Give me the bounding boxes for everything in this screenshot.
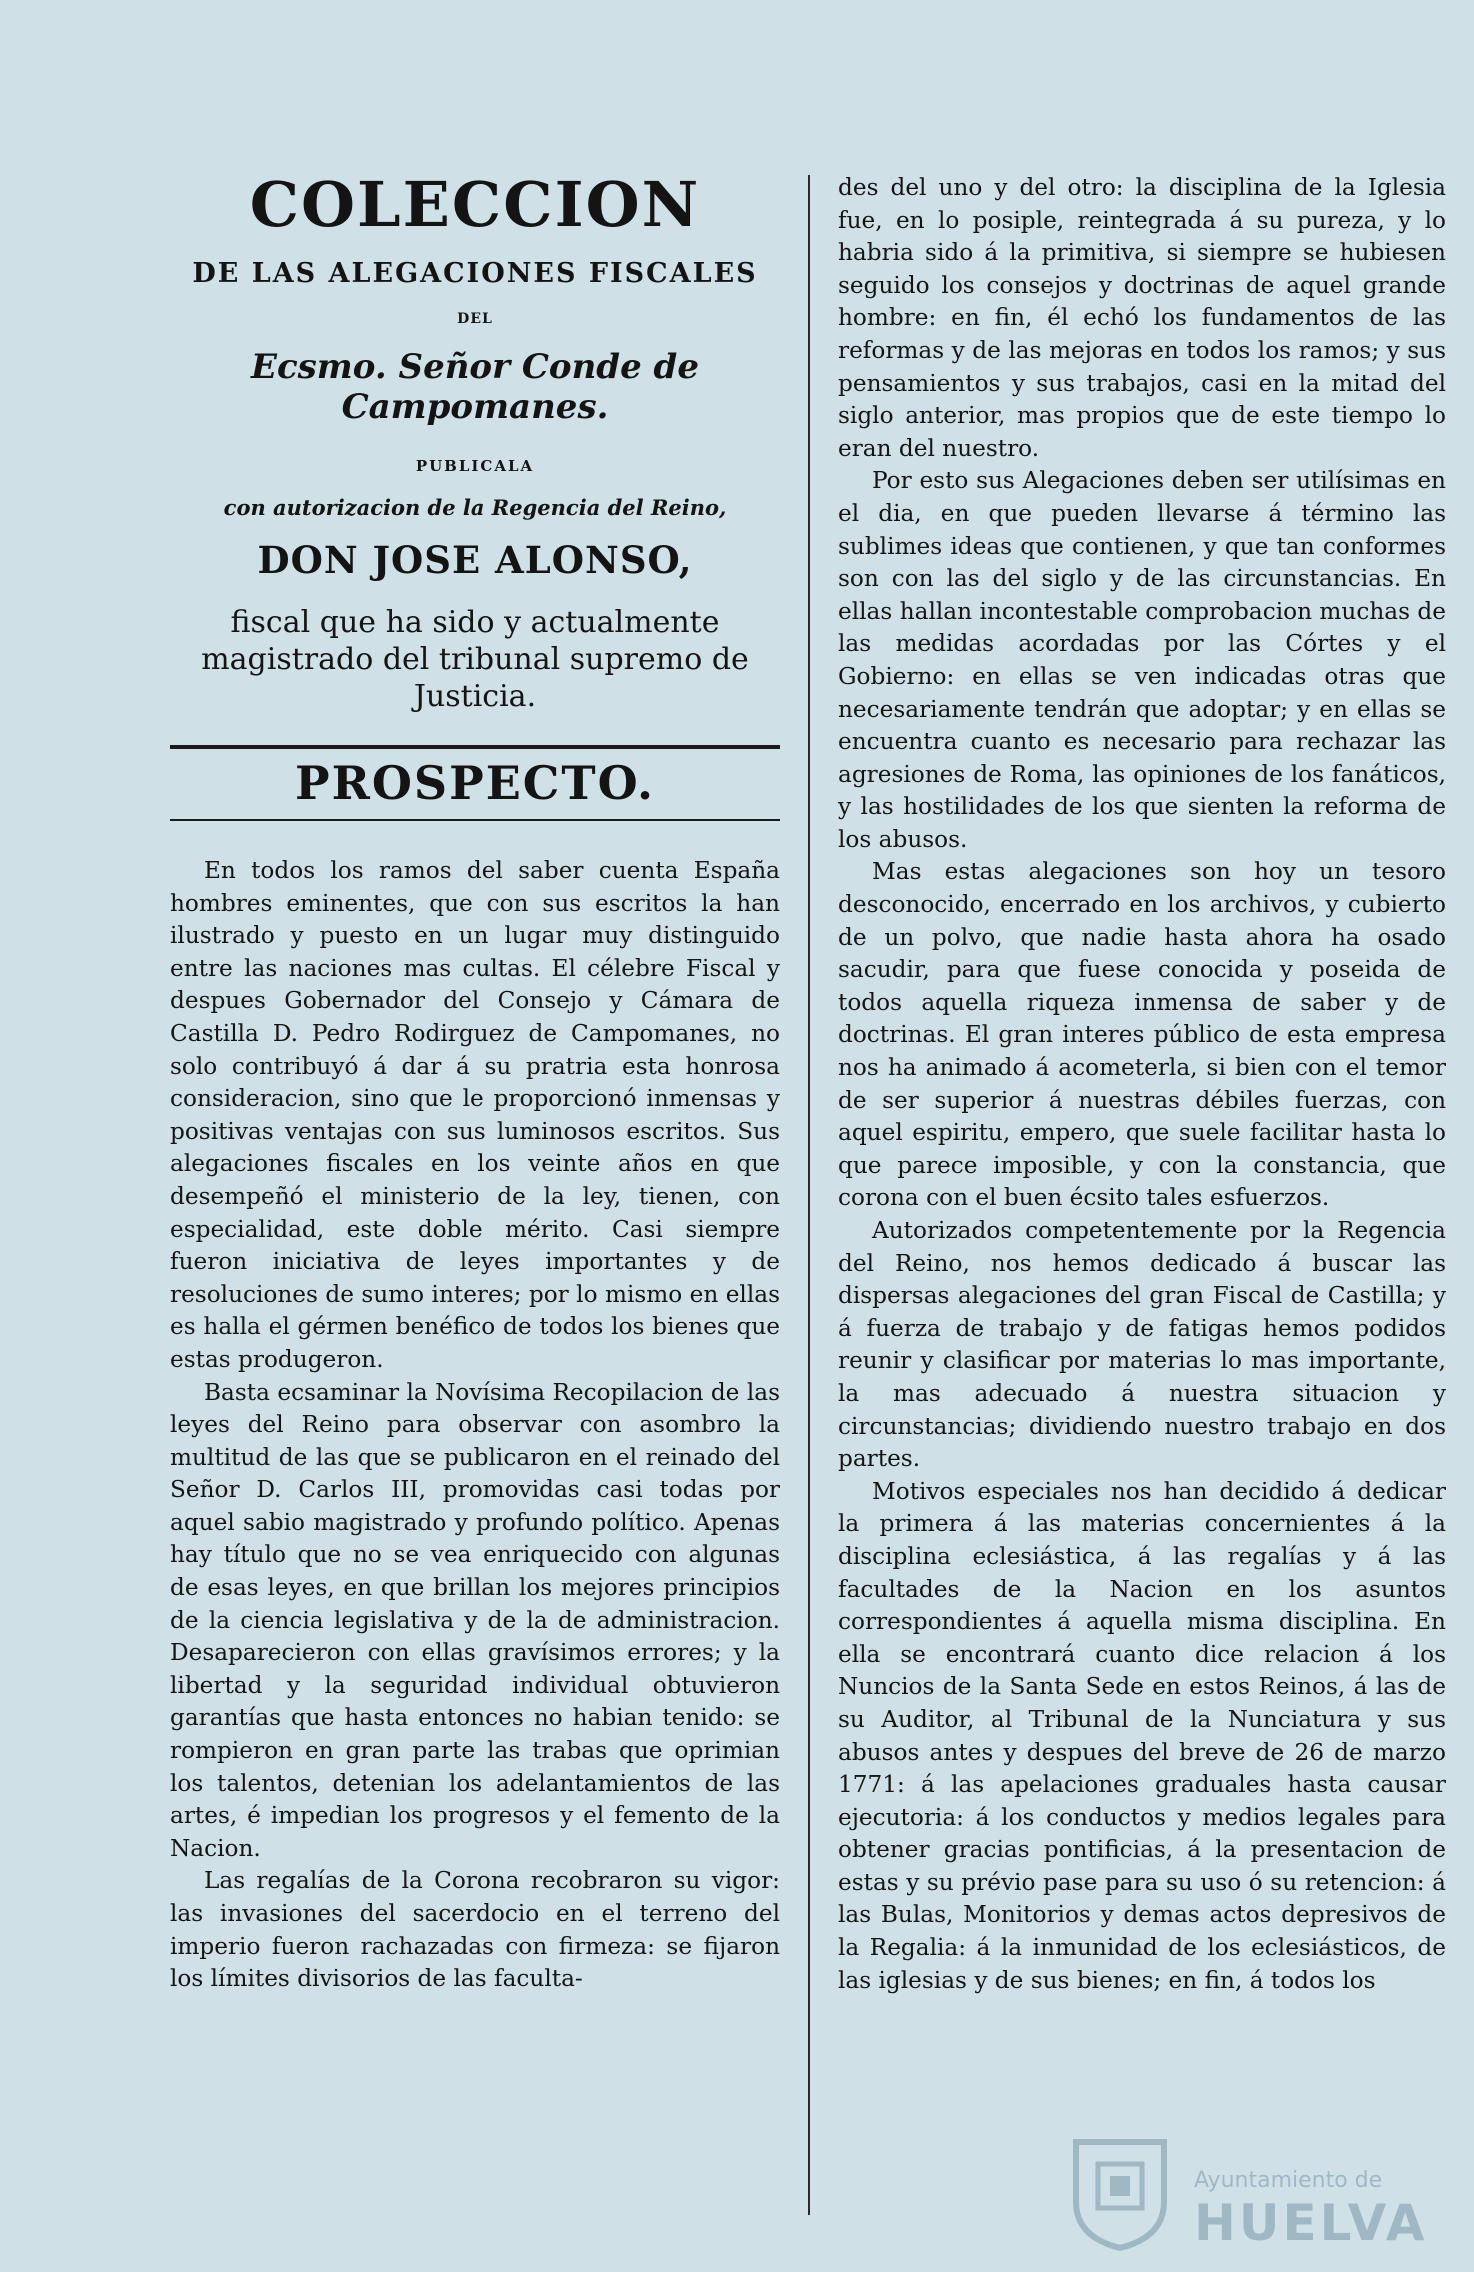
watermark-line1: Ayuntamiento de xyxy=(1194,2168,1383,2193)
section-title: PROSPECTO. xyxy=(295,756,655,810)
author-name: Ecsmo. Señor Conde de Campomanes. xyxy=(251,347,699,427)
watermark xyxy=(1066,2132,1456,2252)
huelva-shield-icon xyxy=(1066,2132,1174,2252)
paragraph: Las regalías de la Corona recobraron su vigor: las invasiones del sacerdocio en el terreno del imperio fueron rachazadas con firmeza: se fijaron los límites divisorios de las faculta- xyxy=(170,1867,780,1993)
right-body-text xyxy=(838,172,1446,1997)
paragraph: Por esto sus Alegaciones deben ser utilísimas en el dia, en que pueden llevarse á término las sublimes ideas que contienen, y que tan conformes son con las del siglo y de las circunstancias. En ellas hallan incontestable comprobacion muchas de las medidas acordadas por las Córtes y el Gobierno: en ellas se ven indicadas otras que necesariamente tendrán que adoptar; y en ellas se encuentra cuanto es necesario para rechazar las agresiones de Roma, las opiniones de los fanáticos, y las hostilidades de los que sienten la reforma de los abusos. xyxy=(838,467,1446,853)
watermark-line2: HUELVA xyxy=(1194,2194,1428,2252)
top-rule xyxy=(170,745,780,749)
editor-name: DON JOSE ALONSO, xyxy=(257,538,693,582)
paragraph: Motivos especiales nos han decidido á dedicar la primera á las materias concernientes á la disciplina eclesiástica, á las regalías y á las facultades de la Nacion en los asuntos correspondientes á aquella misma disciplina. En ella se encontrará cuanto dice relacion á los Nuncios de la Santa Sede en estos Reinos, á las de su Auditor, al Tribunal de la Nunciatura y sus abusos antes y despues del breve de 26 de marzo 1771: á las apelaciones graduales hasta causar ejecutoria: á los conductos y medios legales para obtener gracias pontificias, á la presentacion de estas y su prévio pase para su uso ó su retencion: á las Bulas, Monitorios y demas actos depresivos de la Regalia: á la inmunidad de los eclesiásticos, de las iglesias y de sus bienes; en fin, á todos los xyxy=(838,1477,1446,1994)
right-column xyxy=(838,172,1446,1997)
document-subtitle: DE LAS ALEGACIONES FISCALES xyxy=(192,258,758,289)
left-column xyxy=(170,170,780,1996)
paragraph: des del uno y del otro: la disciplina de la Iglesia fue, en lo posiple, reintegrada á su pureza, y lo habria sido á la primitiva, si siempre se hubiesen seguido los consejos y doctrinas de aquel grande hombre: en fin, él echó los fundamentos de las reformas y de las mejoras en todos los ramos; y sus pensamientos y sus trabajos, casi en la mitad del siglo anterior, mas propios que de este tiempo lo eran del nuestro. xyxy=(838,174,1446,462)
column-divider xyxy=(808,175,810,2215)
left-body-text xyxy=(170,855,780,1996)
publicala-label: PUBLICALA xyxy=(415,457,535,475)
paragraph: Mas estas alegaciones son hoy un tesoro desconocido, encerrado en los archivos, y cubierto de un polvo, que nadie hasta ahora ha osado sacudir, para que fuese conocida y poseida de todos aquella riqueza inmensa de saber y de doctrinas. El gran interes público de esta empresa nos ha animado á acometerla, si bien con el temor de ser superior á nuestras débiles fuerzas, con aquel espiritu, empero, que suele facilitar hasta lo que parece imposible, y con la constancia, que corona con el buen écsito tales esfuerzos. xyxy=(838,858,1446,1212)
paragraph: En todos los ramos del saber cuenta España hombres eminentes, que con sus escritos la han ilustrado y puesto en un lugar muy distinguido entre las naciones mas cultas. El célebre Fiscal y despues Gobernador del Consejo y Cámara de Castilla D. Pedro Rodirguez de Campomanes, no solo contribuyó á dar á su pratria esta honrosa consideracion, sino que le proporcionó inmensas y positivas ventajas con sus luminosos escritos. Sus alegaciones fiscales en los veinte años en que desempeñó el ministerio de la ley, tienen, con especialidad, este doble mérito. Casi siempre fueron iniciativa de leyes importantes y de resoluciones de sumo interes; por lo mismo en ellas es halla el gérmen benéfico de todos los bienes que estas produgeron. xyxy=(170,857,780,1373)
authorization-line: con autorizacion de la Regencia del Reino, xyxy=(223,495,727,520)
del-label: DEL xyxy=(457,311,493,327)
paragraph: Basta ecsaminar la Novísima Recopilacion de las leyes del Reino para observar con asombro la multitud de las que se publicaron en el reinado del Señor D. Carlos III, promovidas casi todas por aquel sabio magistrado y profundo político. Apenas hay título que no se vea enriquecido con algunas de esas leyes, en que brillan los mejores principios de la ciencia legislativa y de la de administracion. Desaparecieron con ellas gravísimos errores; y la libertad y la seguridad individual obtuvieron garantías que hasta entonces no habian tenido: se rompieron en gran parte las trabas que oprimian los talentos, detenian los adelantamientos de las artes, é impedian los progresos y el femento de la Nacion. xyxy=(170,1378,780,1862)
paragraph: Autorizados competentemente por la Regencia del Reino, nos hemos dedicado á buscar las dispersas alegaciones del gran Fiscal de Castilla; y á fuerza de trabajo y de fatigas hemos podidos reunir y clasificar por materias lo mas importante, la mas adecuado á nuestra situacion y circunstancias; dividiendo nuestro trabajo en dos partes. xyxy=(838,1217,1446,1473)
editor-description: fiscal que ha sido y actualmente magistrado del tribunal supremo de Justicia. xyxy=(201,605,749,714)
document-title: COLECCION xyxy=(249,168,701,241)
bottom-rule xyxy=(170,819,780,821)
